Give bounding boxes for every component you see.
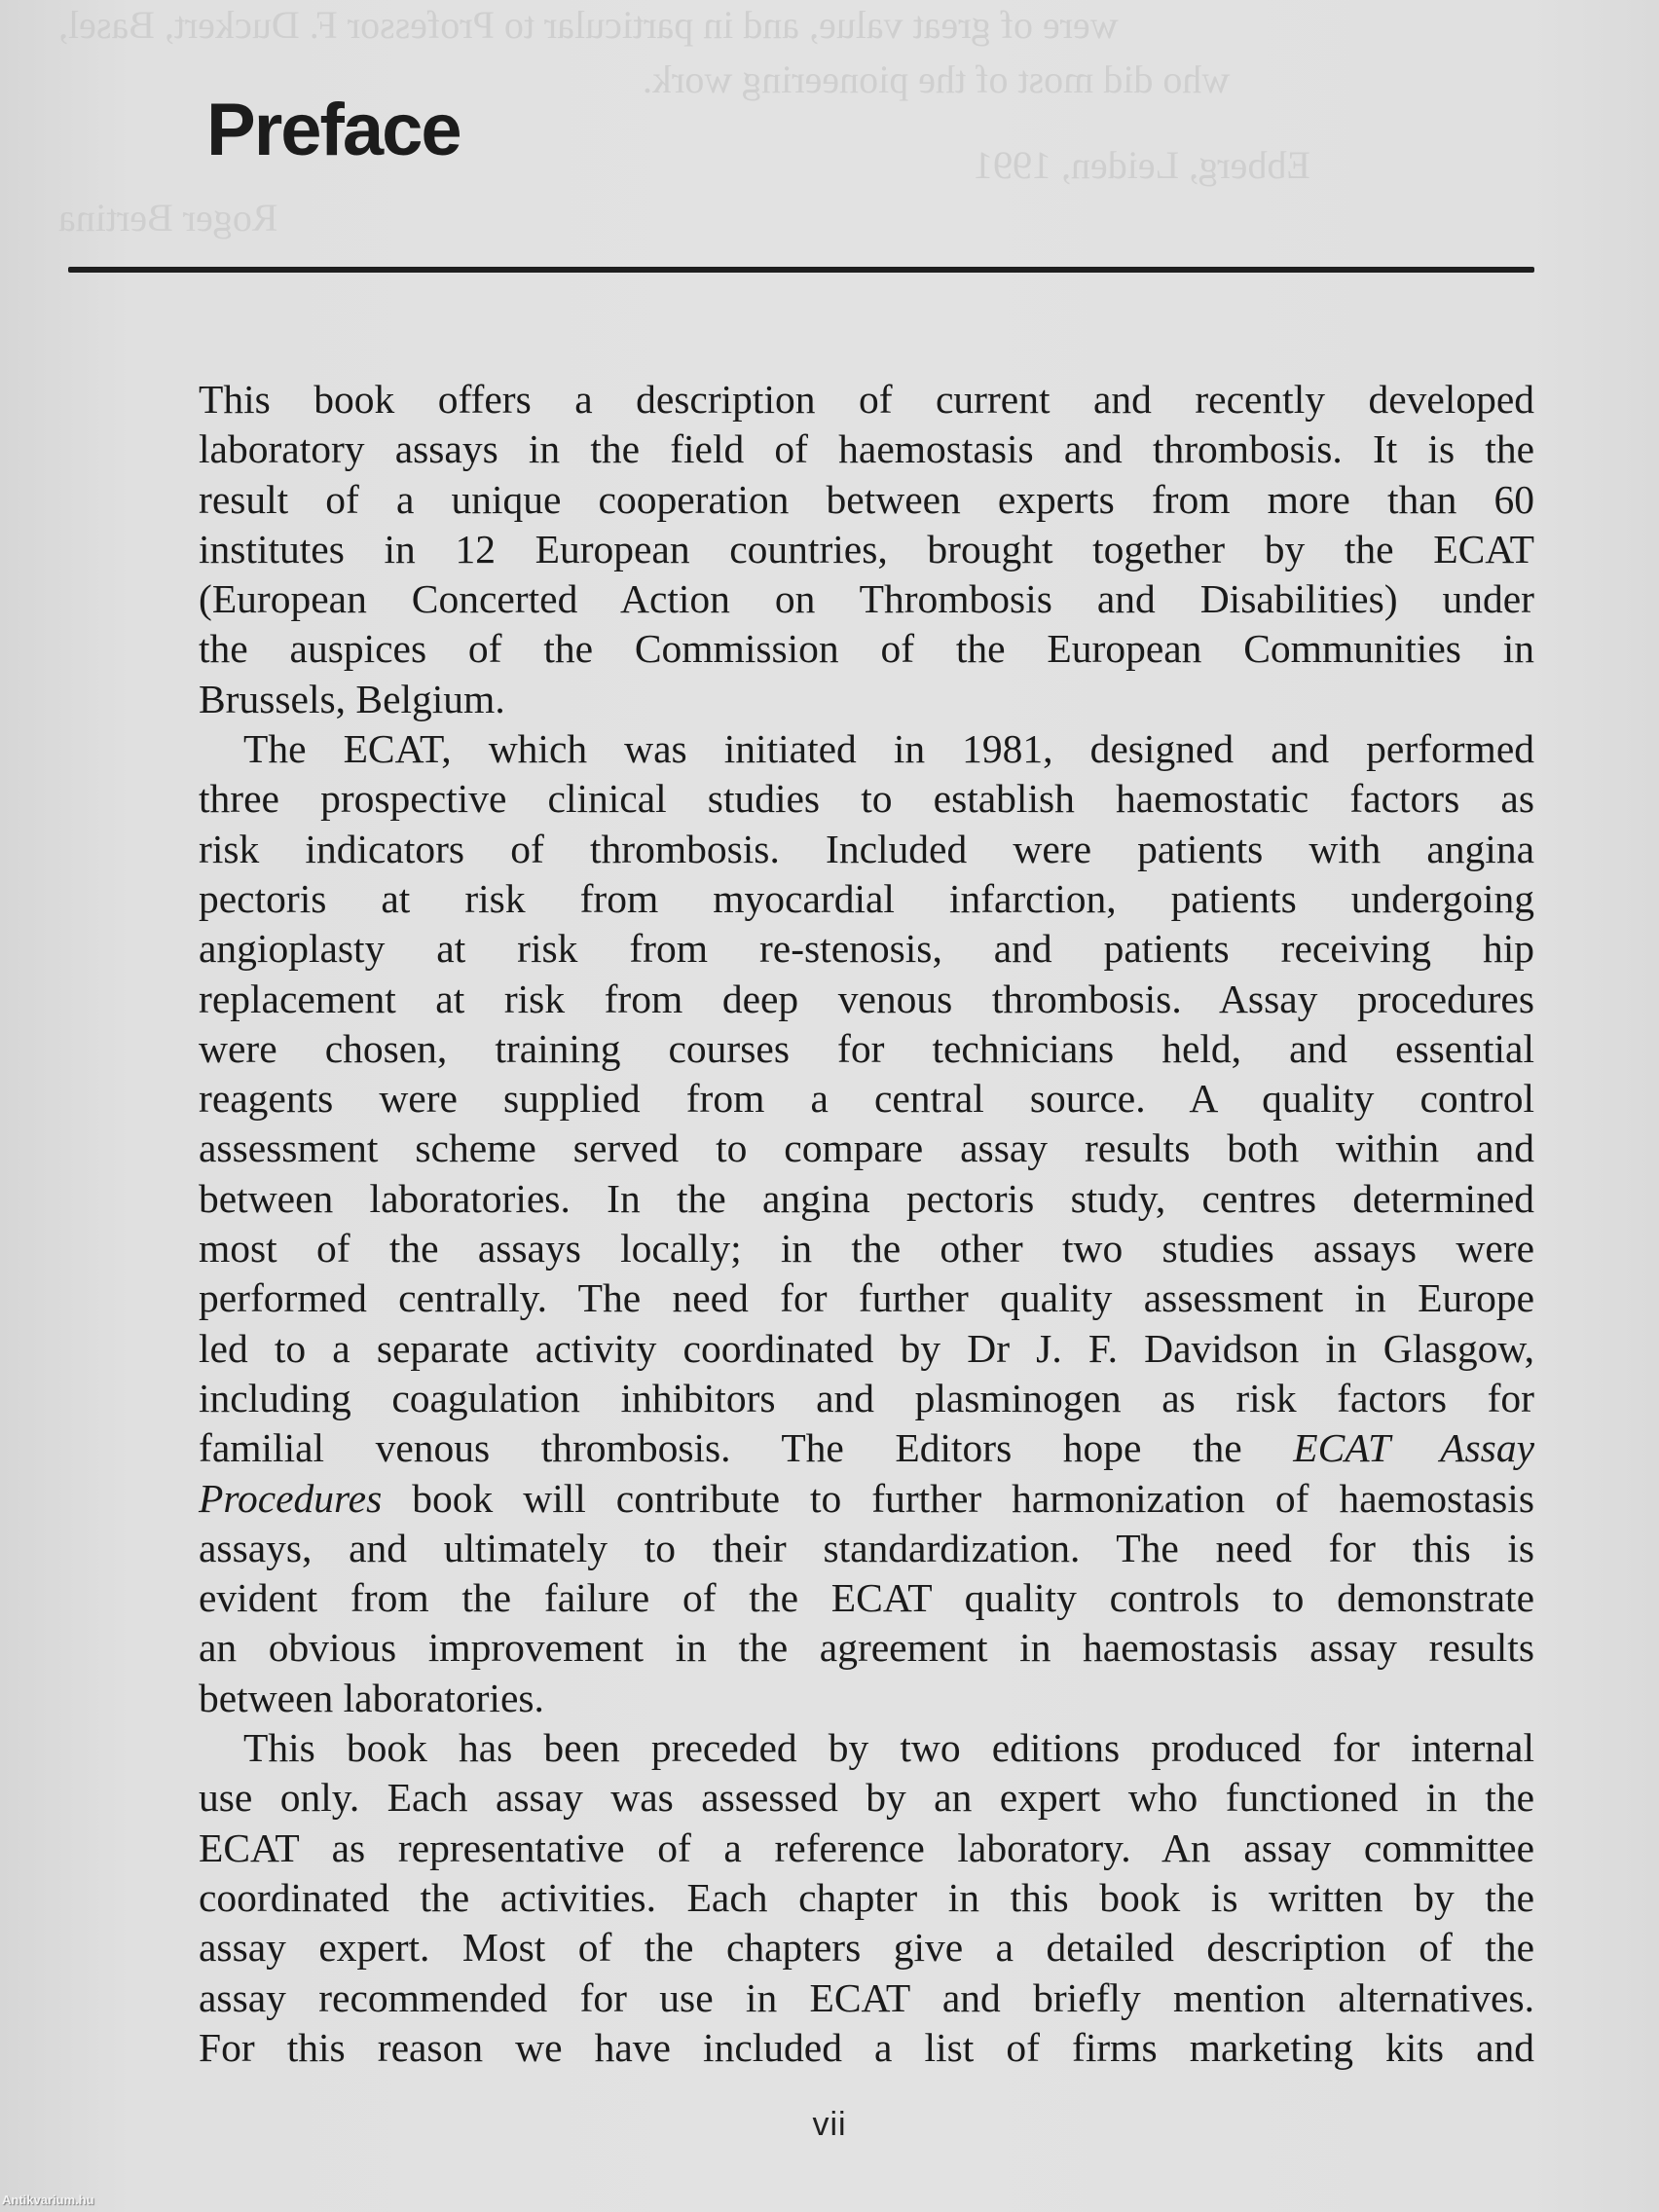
text-segment: coordinated the activities. Each chapter in this book is written by the (199, 1874, 1534, 1920)
text-line (199, 624, 1534, 674)
text-segment: replacement at risk from deep venous thrombosis. Assay procedures (199, 976, 1534, 1021)
text-segment: evident from the failure of the ECAT quality controls to demonstrate (199, 1575, 1534, 1621)
show-through-text: who did most of the pioneering work. (643, 57, 1231, 101)
text-line (199, 1623, 1534, 1673)
text-line (199, 1723, 1534, 1773)
text-line (199, 1524, 1534, 1573)
text-line (199, 774, 1534, 824)
text-segment: ECAT as representative of a reference laboratory. An assay committee (199, 1825, 1534, 1870)
text-segment: assays, and ultimately to their standardization. The need for this is (199, 1525, 1534, 1570)
text-line (199, 1273, 1534, 1323)
text-line (199, 475, 1534, 525)
text-segment: led to a separate activity coordinated by Dr J. F. Davidson in Glasgow, (199, 1325, 1534, 1371)
text-line (199, 1773, 1534, 1823)
text-segment: most of the assays locally; in the other two studies assays were (199, 1226, 1534, 1272)
show-through-text: Ebberg, Leiden, 1991 (974, 143, 1310, 187)
text-segment: This book offers a description of current and recently developed (199, 377, 1534, 422)
text-segment: assay expert. Most of the chapters give a detailed description of the (199, 1925, 1534, 1971)
text-line (199, 975, 1534, 1024)
text-segment: between laboratories. (199, 1675, 544, 1720)
show-through-text: were of great value, and in particular to Professor F. Duckert, Basel, (58, 3, 1119, 47)
text-line (199, 874, 1534, 924)
text-line (199, 2023, 1534, 2073)
text-segment: angioplasty at risk from re-stenosis, and patients receiving hip (199, 926, 1534, 972)
text-line (199, 1374, 1534, 1423)
heading-rule (68, 267, 1534, 273)
text-segment: result of a unique cooperation between experts from more than 60 (199, 476, 1534, 522)
text-line (199, 675, 1534, 724)
text-line (199, 1923, 1534, 1972)
text-segment: between laboratories. In the angina pectoris study, centres determined (199, 1175, 1534, 1221)
text-segment: laboratory assays in the field of haemostasis and thrombosis. It is the (199, 426, 1534, 472)
preface-body (199, 375, 1534, 2073)
text-line (199, 724, 1534, 774)
text-segment: performed centrally. The need for further quality assessment in Europe (199, 1275, 1534, 1321)
text-segment: institutes in 12 European countries, brought together by the ECAT (199, 526, 1534, 571)
text-segment: the auspices of the Commission of the European Communities in (199, 626, 1534, 672)
text-line (199, 1324, 1534, 1374)
text-line (199, 1674, 1534, 1723)
italic-title: Procedures (199, 1475, 383, 1521)
text-line (199, 424, 1534, 474)
text-line (199, 375, 1534, 424)
text-segment: (European Concerted Action on Thrombosis and Disabilities) under (199, 576, 1534, 622)
text-line (199, 1423, 1534, 1473)
paragraph (199, 724, 1534, 1723)
text-line (199, 1824, 1534, 1873)
text-segment: were chosen, training courses for technicians held, and essential (199, 1025, 1534, 1071)
text-segment: The ECAT, which was initiated in 1981, designed and performed (243, 726, 1534, 772)
text-line (199, 1174, 1534, 1224)
text-segment: pectoris at risk from myocardial infarction, patients undergoing (199, 875, 1534, 921)
text-segment: including coagulation inhibitors and plasminogen as risk factors for (199, 1375, 1534, 1420)
show-through-text: Roger Bertina (58, 196, 278, 240)
text-line (199, 1124, 1534, 1173)
text-line (199, 574, 1534, 624)
text-segment: book will contribute to further harmonization of haemostasis (382, 1475, 1534, 1521)
page-number: vii (812, 2106, 847, 2143)
text-line (199, 525, 1534, 574)
text-line (199, 1474, 1534, 1524)
text-segment: risk indicators of thrombosis. Included were patients with angina (199, 826, 1534, 871)
page-title: Preface (206, 89, 461, 171)
text-line (199, 1873, 1534, 1923)
text-line (199, 1973, 1534, 2023)
text-segment: assay recommended for use in ECAT and briefly mention alternatives. (199, 1974, 1534, 2020)
text-segment: use only. Each assay was assessed by an expert who functioned in the (199, 1775, 1534, 1821)
text-line (199, 924, 1534, 974)
text-segment: This book has been preceded by two editions produced for internal (243, 1725, 1534, 1771)
text-segment: For this reason we have included a list of firms marketing kits and (199, 2024, 1534, 2070)
text-line (199, 1573, 1534, 1623)
paragraph (199, 1723, 1534, 2073)
text-segment: familial venous thrombosis. The Editors hope the (199, 1425, 1294, 1471)
text-line (199, 825, 1534, 874)
text-segment: an obvious improvement in the agreement in haemostasis assay results (199, 1625, 1534, 1671)
text-segment: reagents were supplied from a central source. A quality control (199, 1076, 1534, 1122)
text-line (199, 1074, 1534, 1124)
paragraph (199, 375, 1534, 724)
text-segment: three prospective clinical studies to establish haemostatic factors as (199, 776, 1534, 822)
text-line (199, 1224, 1534, 1273)
text-line (199, 1024, 1534, 1074)
italic-title: ECAT Assay (1293, 1425, 1534, 1471)
text-segment: Brussels, Belgium. (199, 676, 505, 721)
watermark: Antikvarium.hu (2, 2193, 94, 2207)
text-segment: assessment scheme served to compare assay results both within and (199, 1125, 1534, 1171)
